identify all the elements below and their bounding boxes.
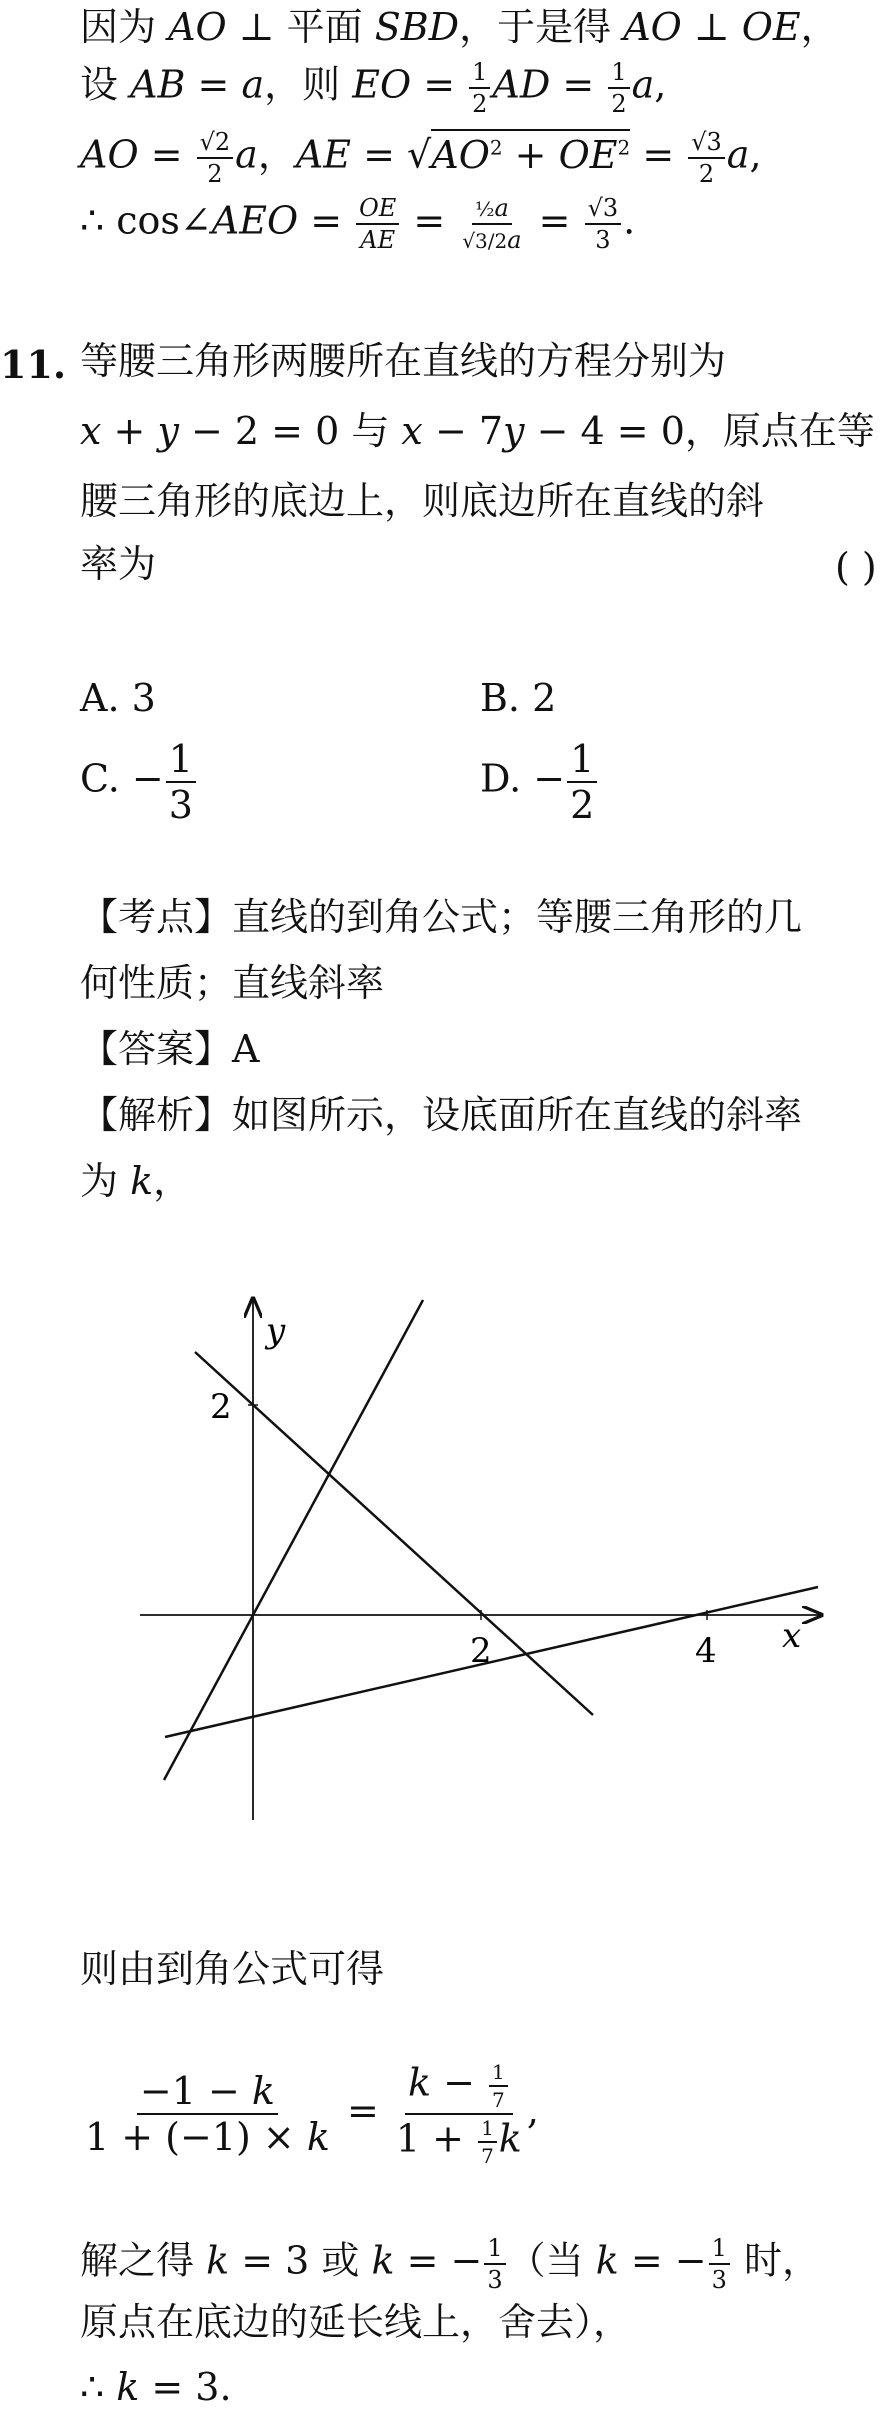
proof-line-4: ∴ cos∠AEO = $\frac{OE}{AE}$ = $\frac{\text{½a}}{√3/2a}$ = $\frac{√3}{3}$ . bbox=[80, 194, 636, 254]
solution-intro: 则由到角公式可得 bbox=[80, 1947, 385, 1991]
question-line-4: 率为 bbox=[80, 542, 157, 586]
kaodian-line-1 bbox=[80, 895, 803, 939]
question-number: 11. bbox=[0, 342, 67, 387]
question-line-2: x + y − 2 = 0 与 x − 7y − 4 = 0，原点在等 bbox=[80, 409, 875, 453]
solution-result-2: 原点在底边的延长线上，舍去）， bbox=[80, 2300, 632, 2344]
y-axis-label: y bbox=[266, 1311, 286, 1351]
jiexi-line-1 bbox=[80, 1093, 803, 1137]
proof-line-2: 设 AB = a，则 EO = $\frac{1}{2}$ AD = $\frac{1}{2}$ a, bbox=[80, 58, 667, 118]
answer-value: A bbox=[232, 1027, 260, 1071]
proof-line-3: AO = $\frac{√2}{2}$ a，AE = $√AO^2 + OE^2$ = $\frac{√3}{2}$ a, bbox=[80, 128, 762, 188]
coordinate-figure bbox=[0, 1280, 880, 1840]
option-b: B. 2 bbox=[480, 676, 557, 720]
answer-line bbox=[80, 1027, 260, 1071]
line-x-plus-y-minus-2 bbox=[195, 1352, 593, 1715]
question-line-3: 腰三角形的底边上，则底边所在直线的斜 bbox=[80, 479, 765, 523]
answer-blank: ( ) bbox=[835, 545, 877, 589]
solution-result-1: 解之得 k = 3 或 k = − $\frac{1}{3}$ （当 k = − $\frac{1}{3}$ 时， bbox=[80, 2234, 820, 2294]
x-axis-label: x bbox=[782, 1616, 802, 1656]
jiexi-line-2: 为 k， bbox=[80, 1159, 192, 1203]
option-c: C. − $\frac{1}{3}$ bbox=[80, 740, 198, 824]
line-x-minus-7y-minus-4 bbox=[165, 1587, 818, 1737]
answer-tag: 【答案】 bbox=[80, 1027, 233, 1071]
kaodian-tag: 【考点】 bbox=[80, 895, 233, 939]
option-a: A. 3 bbox=[80, 676, 156, 720]
solution-equation: $\frac{-1 - k}{1 + (-1) \times k}$ = k − $\frac{1}{7}$ 1 + $\frac{1}{7}$ k , bbox=[85, 2060, 539, 2168]
tick-label-x-4: 4 bbox=[695, 1631, 717, 1671]
option-d: D. − $\frac{1}{2}$ bbox=[480, 740, 599, 824]
tick-label-y-2: 2 bbox=[210, 1387, 232, 1427]
kaodian-line-2: 何性质；直线斜率 bbox=[80, 961, 385, 1005]
tick-label-x-2: 2 bbox=[470, 1631, 492, 1671]
proof-line-1: 因为 AO ⊥ 平面 SBD，于是得 AO ⊥ OE， bbox=[80, 5, 839, 49]
question-line-1: 等腰三角形两腰所在直线的方程分别为 bbox=[80, 339, 727, 383]
kaodian-text-1: 直线的到角公式；等腰三角形的几 bbox=[232, 895, 803, 939]
solution-result-3: ∴ k = 3. bbox=[80, 2365, 232, 2409]
jiexi-text-1: 如图所示，设底面所在直线的斜率 bbox=[232, 1093, 803, 1137]
jiexi-tag: 【解析】 bbox=[80, 1093, 233, 1137]
